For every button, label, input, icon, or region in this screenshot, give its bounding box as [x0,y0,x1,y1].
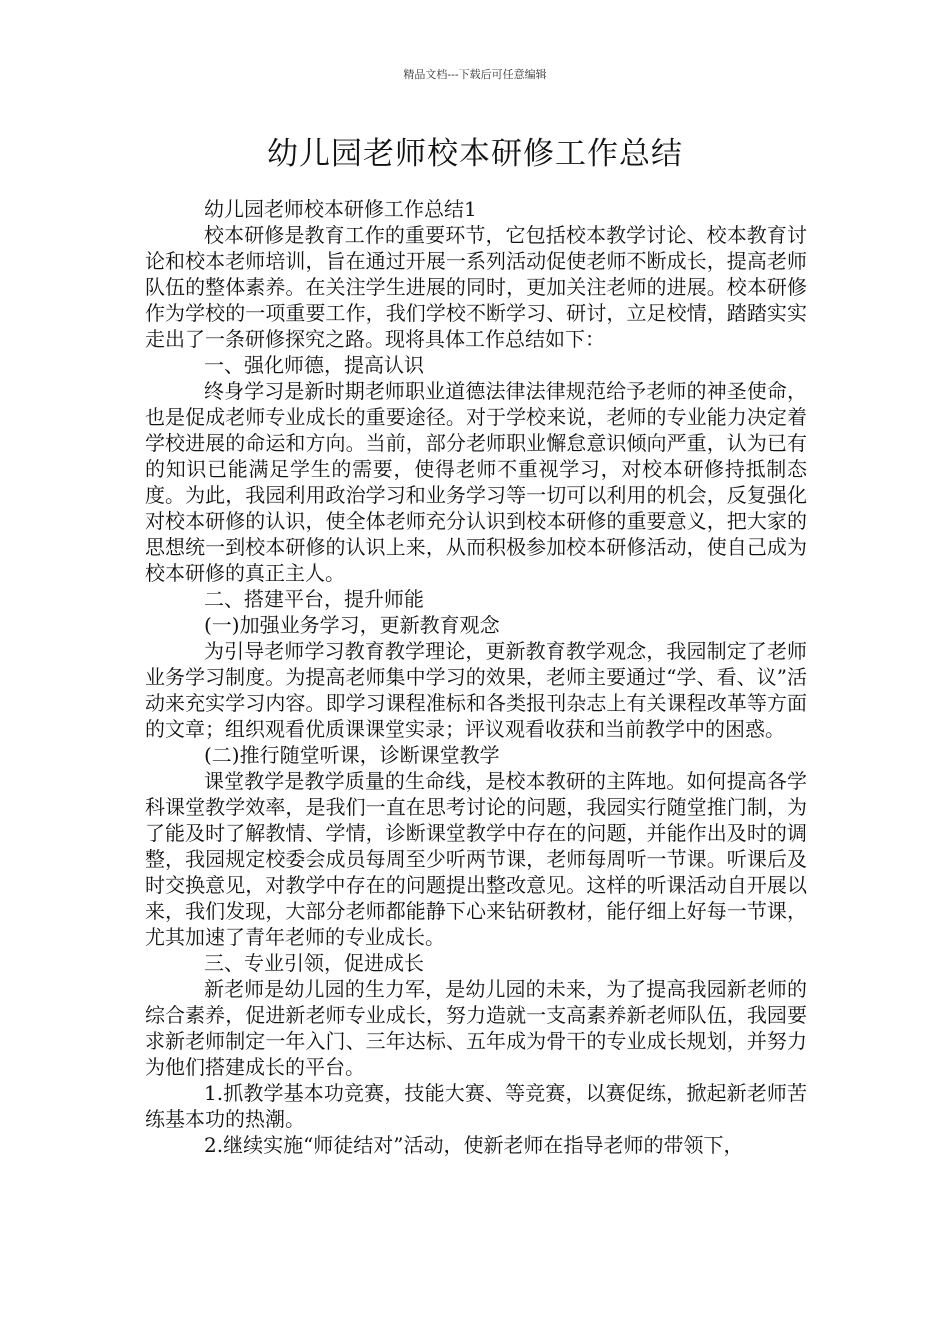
paragraph: 新老师是幼儿园的生力军，是幼儿园的未来，为了提高我园新老师的综合素养，促进新老师专业成长，努力造就一支高素养新老师队伍，我园要求新老师制定一年入门、三年达标、五年成为骨干的专业成长规划，并努力为他们搭建成长的平台。 [145,977,807,1079]
document-body [145,196,807,1158]
paragraph: 课堂教学是教学质量的生命线，是校本教研的主阵地。如何提高各学科课堂教学效率，是我们一直在思考讨论的问题，我园实行随堂推门制，为了能及时了解教情、学情，诊断课堂教学中存在的问题，并能作出及时的调整，我园规定校委会成员每周至少听两节课，老师每周听一节课。听课后及时交换意见，对教学中存在的问题提出整改意见。这样的听课活动自开展以来，我们发现，大部分老师都能静下心来钻研教材，能仔细上好每一节课，尤其加速了青年老师的专业成长。 [145,769,807,949]
section-heading-1: 一、强化师德，提高认识 [204,353,424,377]
section-heading-3: 三、专业引领，促进成长 [204,951,424,975]
paragraph-subtitle: 幼儿园老师校本研修工作总结1 [204,197,477,221]
paragraph: 终身学习是新时期老师职业道德法律法律规范给予老师的神圣使命，也是促成老师专业成长的重要途径。对于学校来说，老师的专业能力决定着学校进展的命运和方向。当前，部分老师职业懈怠意识倾向严重，认为已有的知识已能满足学生的需要，使得老师不重视学习，对校本研修持抵制态度。为此，我园利用政治学习和业务学习等一切可以利用的机会，反复强化对校本研修的认识，使全体老师充分认识到校本研修的重要意义，把大家的思想统一到校本研修的认识上来，从而积极参加校本研修活动，使自己成为校本研修的真正主人。 [145,379,807,585]
list-item-2: 2.继续实施“师徒结对”活动，使新老师在指导老师的带领下， [204,1133,744,1157]
subsection-heading-2: (二)推行随堂听课，诊断课堂教学 [204,743,500,767]
document-title: 幼儿园老师校本研修工作总结 [267,136,683,172]
list-item-1: 1.抓教学基本功竞赛，技能大赛、等竞赛，以赛促练，掀起新老师苦练基本功的热潮。 [145,1081,807,1131]
section-heading-2: 二、搭建平台，提升师能 [204,587,424,611]
paragraph: 为引导老师学习教育教学理论，更新教育教学观念，我园制定了老师业务学习制度。为提高老师集中学习的效果，老师主要通过“学、看、议”活动来充实学习内容。即学习课程准标和各类报刊杂志上有关课程改革等方面的文章；组织观看优质课课堂实录；评议观看收获和当前教学中的困惑。 [145,639,807,741]
paragraph: 校本研修是教育工作的重要环节，它包括校本教学讨论、校本教育讨论和校本老师培训，旨在通过开展一系列活动促使老师不断成长，提高老师队伍的整体素养。在关注学生进展的同时，更加关注老师的进展。校本研修作为学校的一项重要工作，我们学校不断学习、研讨，立足校情，踏踏实实走出了一条研修探究之路。现将具体工作总结如下： [145,223,807,351]
subsection-heading-1: (一)加强业务学习，更新教育观念 [204,613,500,637]
header-note: 精品文档---下载后可任意编辑 [403,68,547,81]
